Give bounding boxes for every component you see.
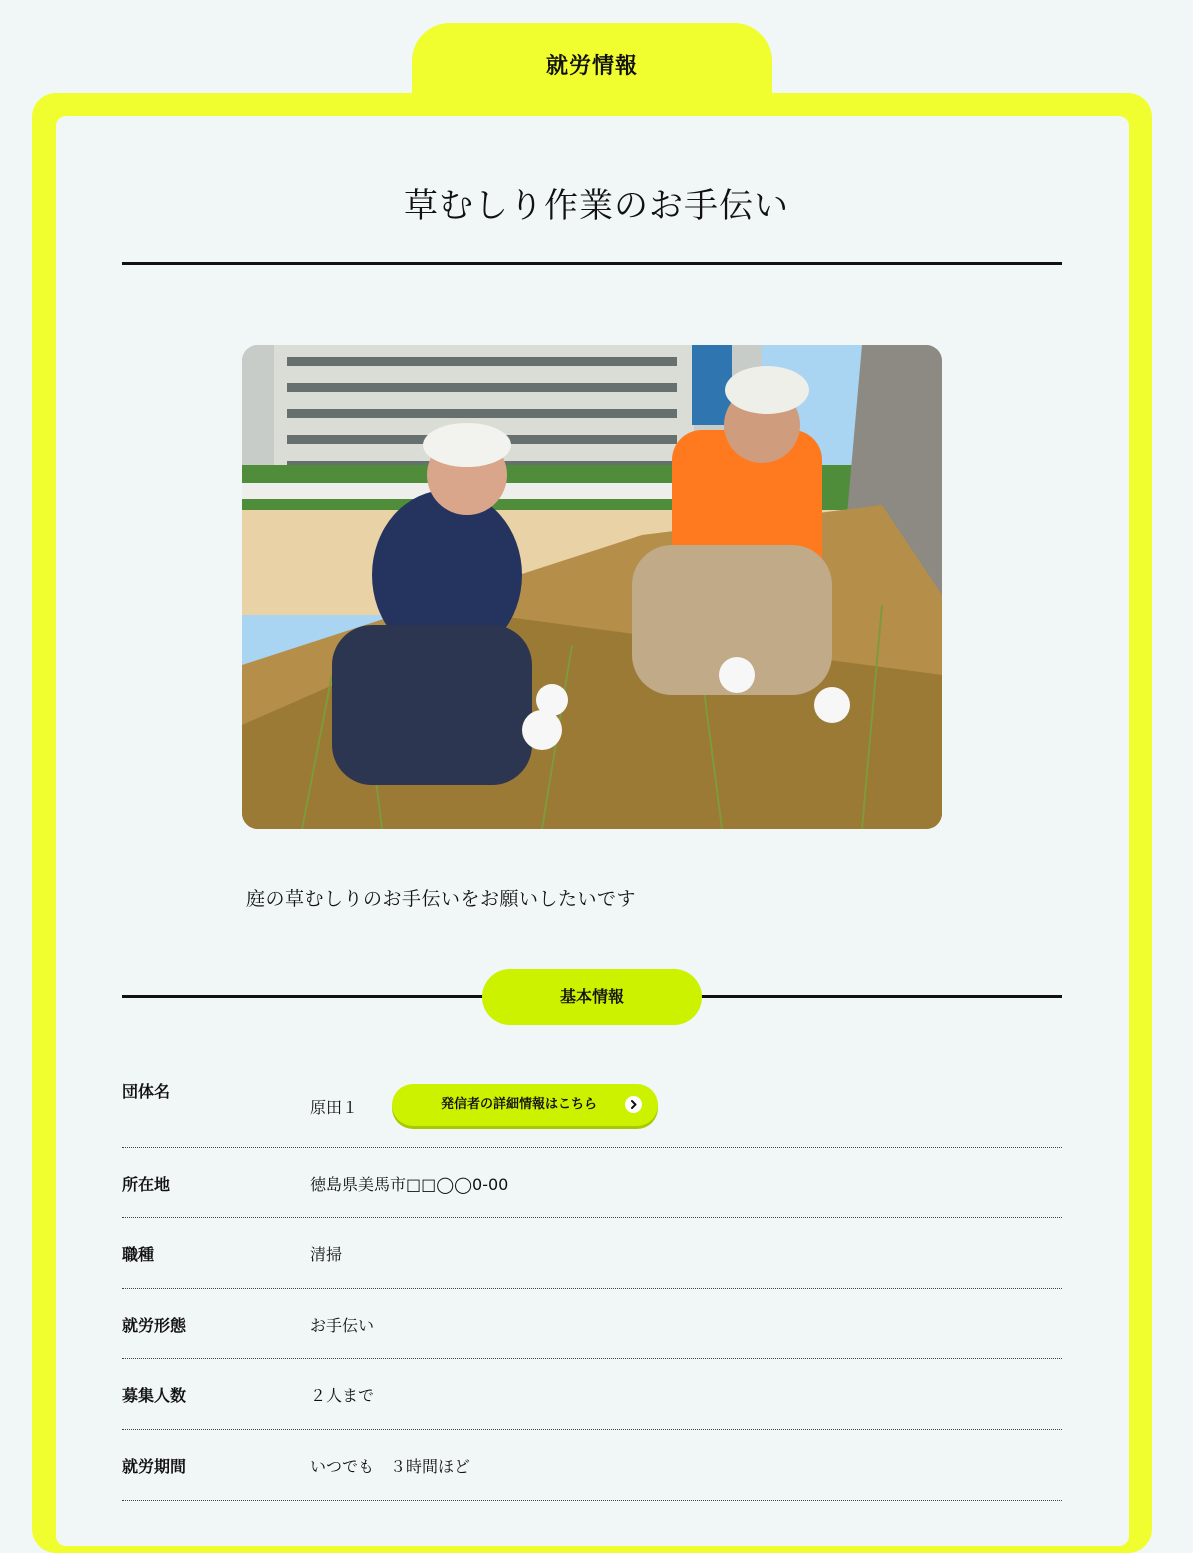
publisher-details-button[interactable] <box>392 1084 658 1126</box>
work-period-label: 就労期間 <box>122 1457 187 1476</box>
info-row-work-style <box>122 1289 1062 1359</box>
basic-info-heading: 基本情報 <box>482 969 702 1025</box>
job-title: 草むしり作業のお手伝い <box>404 186 789 226</box>
section-tab-label: 就労情報 <box>545 54 638 79</box>
job-photo <box>242 345 942 829</box>
openings-value: ２人まで <box>310 1386 375 1405</box>
info-row-organization <box>122 1062 1062 1148</box>
info-row-location <box>122 1148 1062 1218</box>
chevron-right-icon <box>625 1096 642 1113</box>
organization-label: 団体名 <box>122 1082 171 1101</box>
info-row-work-period <box>122 1430 1062 1501</box>
job-description: 庭の草むしりのお手伝いをお願いしたいです <box>246 888 637 910</box>
title-divider <box>122 262 1062 265</box>
work-style-value: お手伝い <box>310 1316 375 1335</box>
work-period-value: いつでも ３時間ほど <box>310 1457 471 1476</box>
location-label: 所在地 <box>122 1175 171 1194</box>
info-row-openings <box>122 1359 1062 1430</box>
info-row-job-type <box>122 1218 1062 1289</box>
location-value: 徳島県美馬市□□◯◯0-00 <box>310 1175 509 1194</box>
job-type-value: 清掃 <box>310 1245 343 1264</box>
organization-value: 原田１ <box>310 1098 359 1117</box>
section-tab <box>412 23 772 103</box>
openings-label: 募集人数 <box>122 1386 187 1405</box>
work-style-label: 就労形態 <box>122 1316 187 1335</box>
publisher-details-button-label: 発信者の詳細情報はこちら <box>441 1097 598 1112</box>
job-type-label: 職種 <box>122 1245 155 1264</box>
